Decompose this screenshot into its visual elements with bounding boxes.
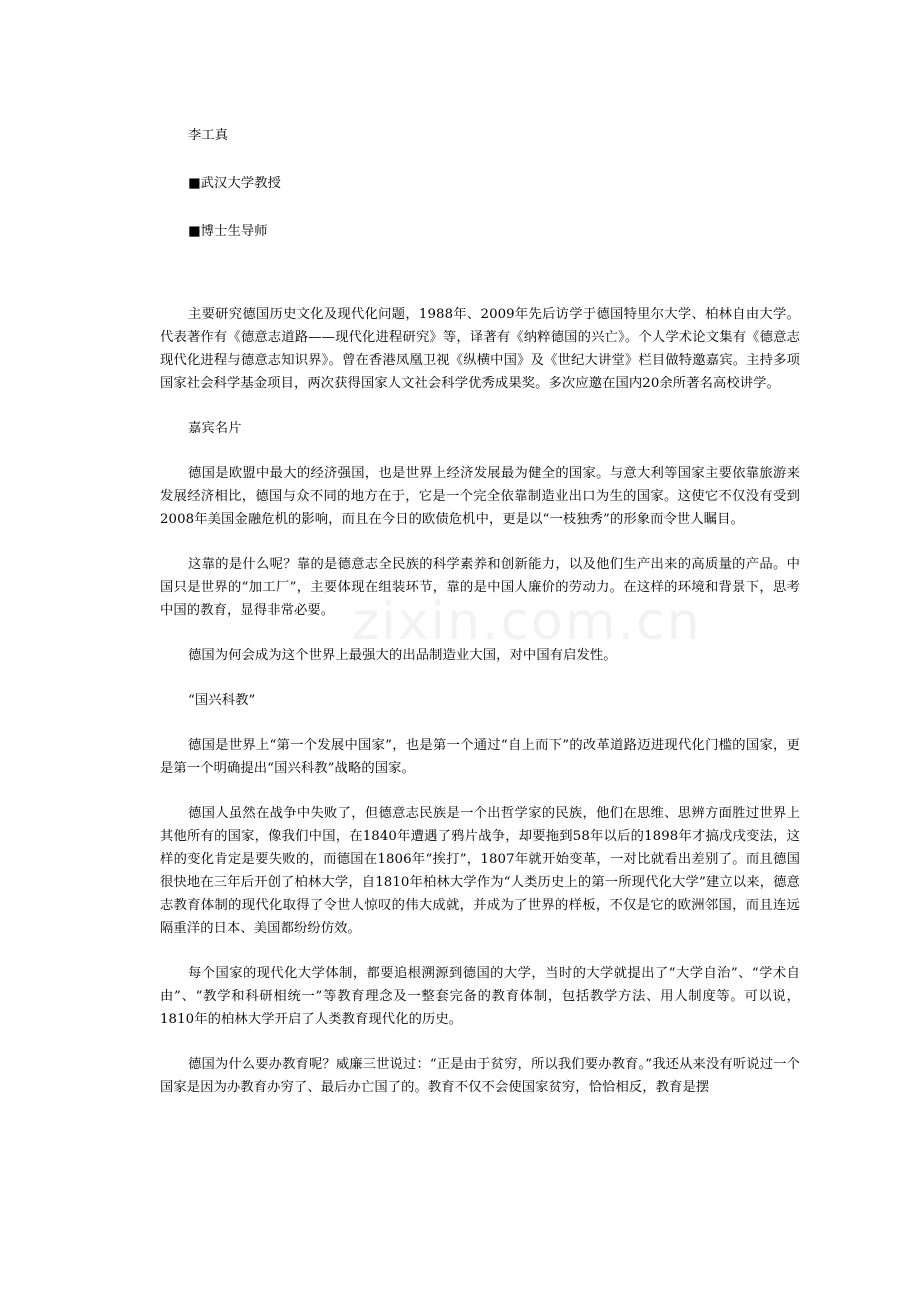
body-paragraph: 德国为何会成为这个世界上最强大的出品制造业大国，对中国有启发性。	[188, 648, 617, 663]
body-paragraph: 这靠的是什么呢？靠的是德意志全民族的科学素养和创新能力，以及他们生产出来的高质量的产品。中国只是世界的“加工厂”，主要体现在组装环节，靠的是中国人廉价的劳动力。在这样的环境和背景下，思考中国的教育，显得非常必要。	[160, 557, 800, 618]
author-name: 李工真	[188, 128, 229, 143]
body-paragraph: 德国人虽然在战争中失败了，但德意志民族是一个出哲学家的民族，他们在思维、思辨方面胜过世界上其他所有的国家，像我们中国，在1840年遭遇了鸦片战争，却要拖到58年以后的1898年才搞戊戌变法，这样的变化肯定是要失败的，而德国在1806年“挨打”，1807年就开始变革，一对比就看出差别了。而且德国很快地在三年后开创了柏林大学，自1810年柏林大学作为“人类历史上的第一所现代化大学”建立以来，德意志教育体制的现代化取得了令世人惊叹的伟大成就，并成为了世界的样板，不仅是它的欧洲邻国，而且连远隔重洋的日本、美国都纷纷仿效。	[160, 806, 800, 936]
section-heading-guoxing-kejiao: “国兴科教”	[188, 693, 256, 708]
author-title-university: ■武汉大学教授	[188, 176, 282, 191]
body-paragraph: 德国是世界上“第一个发展中国家”，也是第一个通过“自上而下”的改革道路迈进现代化门槛的国家，更是第一个明确提出“国兴科教”战略的国家。	[160, 738, 800, 776]
section-heading-guest-card: 嘉宾名片	[188, 421, 242, 436]
body-paragraph: 每个国家的现代化大学体制，都要追根溯源到德国的大学，当时的大学就提出了“大学自治”、“学术自由”、“教学和科研相统一”等教育理念及一整套完备的教育体制，包括教学方法、用人制度等。可以说，1810年的柏林大学开启了人类教育现代化的历史。	[160, 966, 800, 1027]
body-paragraph: 德国为什么要办教育呢？威廉三世说过：“正是由于贫穷，所以我们要办教育。”我还从来没有听说过一个国家是因为办教育办穷了、最后办亡国了的。教育不仅不会使国家贫穷，恰恰相反，教育是摆	[160, 1057, 800, 1095]
author-bio-paragraph: 主要研究德国历史文化及现代化问题，1988年、2009年先后访学于德国特里尔大学、柏林自由大学。代表著作有《德意志道路——现代化进程研究》等，译著有《纳粹德国的兴亡》。个人学术论文集有《德意志现代化进程与德意志知识界》。曾在香港凤凰卫视《纵横中国》及《世纪大讲堂》栏目做特邀嘉宾。主持多项国家社会科学基金项目，两次获得国家人文社会科学优秀成果奖。多次应邀在国内20余所著名高校讲学。	[160, 307, 800, 391]
author-title-supervisor: ■博士生导师	[188, 224, 268, 239]
document-body	[160, 124, 800, 1099]
watermark: zixin.com.cn	[352, 592, 702, 652]
body-paragraph: 德国是欧盟中最大的经济强国，也是世界上经济发展最为健全的国家。与意大利等国家主要依靠旅游来发展经济相比，德国与众不同的地方在于，它是一个完全依靠制造业出口为生的国家。这使它不仅没有受到2008年美国金融危机的影响，而且在今日的欧债危机中，更是以“一枝独秀”的形象而令世人瞩目。	[160, 466, 800, 527]
